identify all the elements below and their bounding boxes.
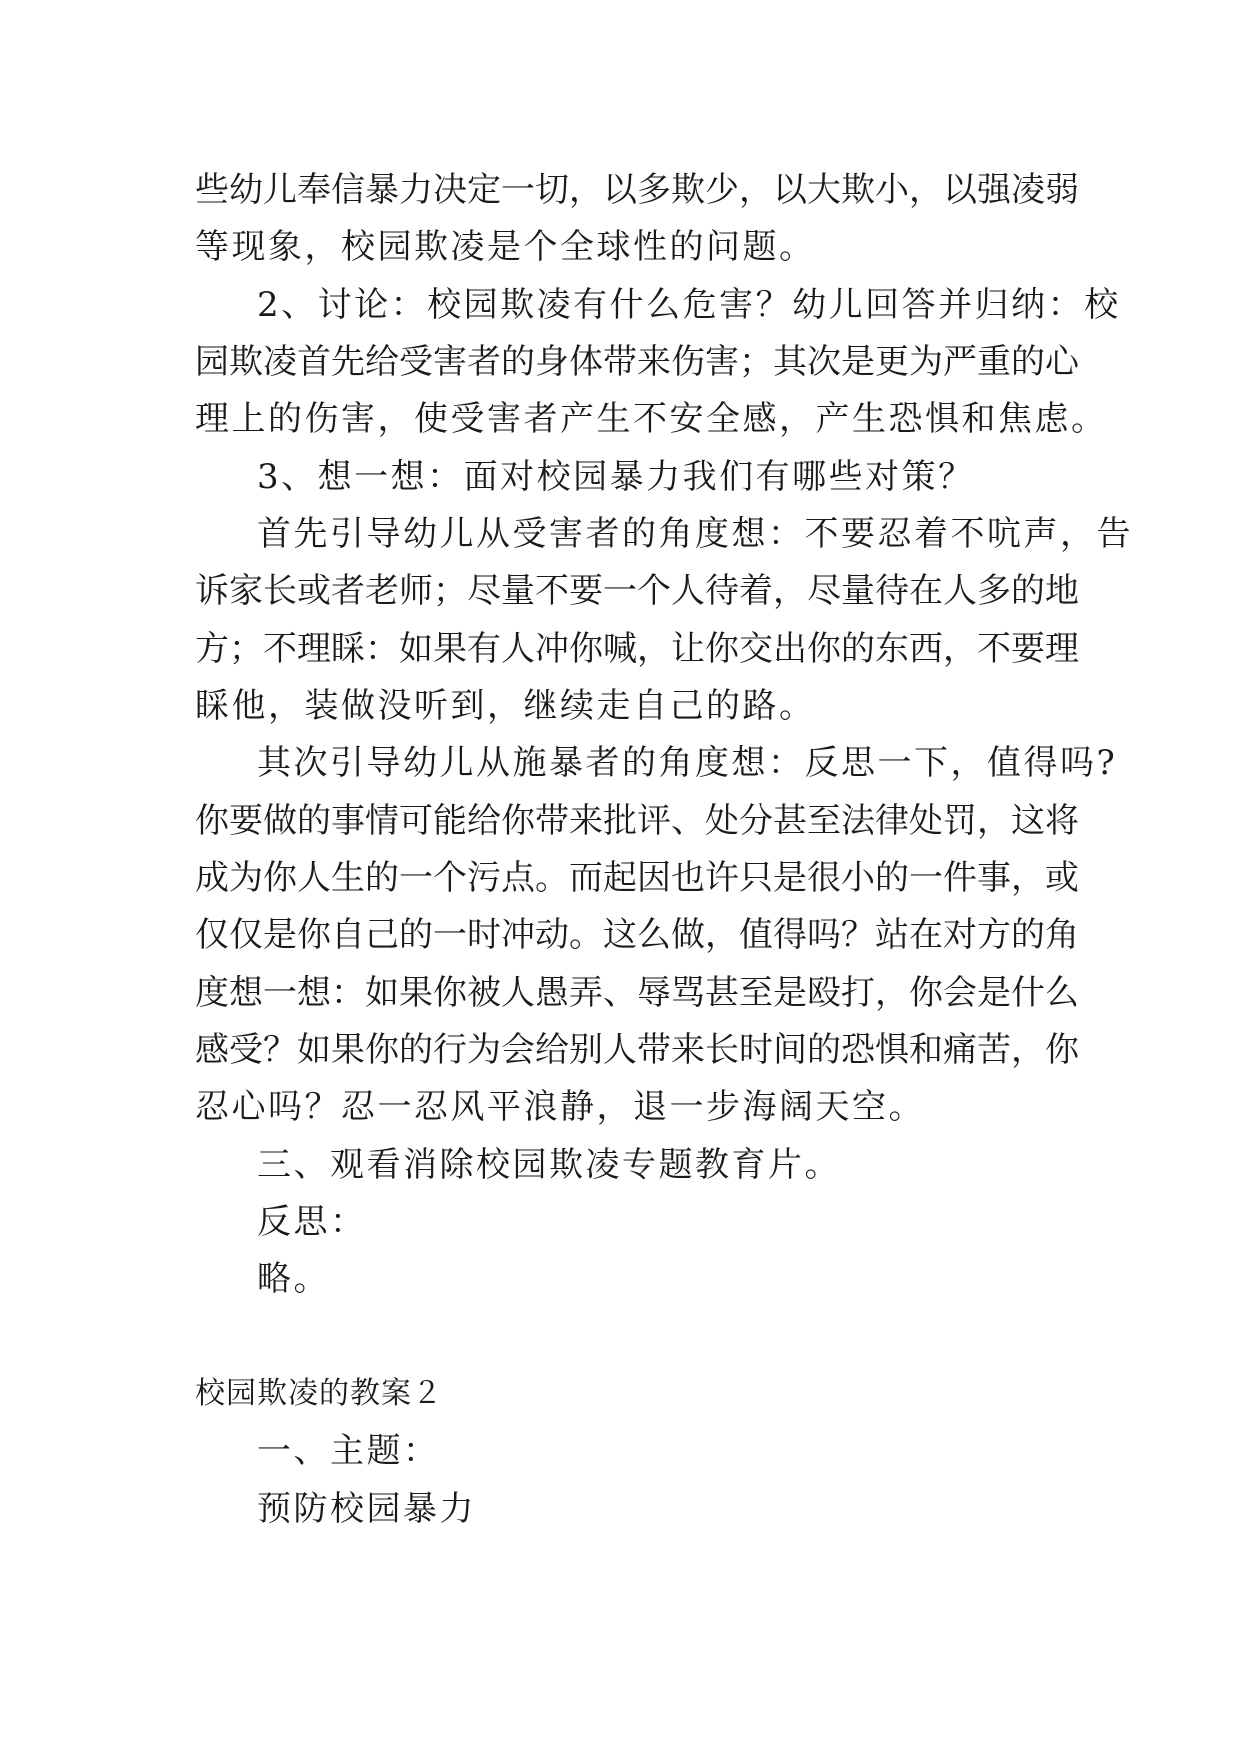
paragraph-line: 理上的伤害，使受害者产生不安全感，产生恐惧和焦虑。 [195,399,1108,439]
paragraph-line: 你要做的事情可能给你带来批评、处分甚至法律处罚，这将 [195,801,1079,841]
paragraph-line: 预防校园暴力 [257,1489,476,1529]
paragraph-line: 略。 [257,1259,330,1299]
paragraph-line: 首先引导幼儿从受害者的角度想：不要忍着不吭声，告 [257,514,1133,554]
section-title: 校园欺凌的教案２ [195,1376,443,1411]
paragraph-line: 方；不理睬：如果有人冲你喊，让你交出你的东西，不要理 [195,629,1079,669]
paragraph-line: 度想一想：如果你被人愚弄、辱骂甚至是殴打，你会是什么 [195,973,1079,1013]
paragraph-line: 2、讨论：校园欺凌有什么危害？幼儿回答并归纳：校 [257,285,1121,325]
paragraph-line: 些幼儿奉信暴力决定一切，以多欺少，以大欺小，以强凌弱 [195,170,1079,210]
paragraph-line: 三、观看消除校园欺凌专题教育片。 [257,1145,841,1185]
paragraph-line: 反思： [257,1202,367,1242]
paragraph-line: 3、想一想：面对校园暴力我们有哪些对策？ [257,457,975,497]
paragraph-line: 仅仅是你自己的一时冲动。这么做，值得吗？站在对方的角 [195,915,1079,955]
paragraph-line: 等现象，校园欺凌是个全球性的问题。 [195,227,816,267]
paragraph-line: 一、主题： [257,1431,440,1471]
paragraph-line: 诉家长或者老师；尽量不要一个人待着，尽量待在人多的地 [195,571,1079,611]
paragraph-line: 睬他，装做没听到，继续走自己的路。 [195,686,816,726]
paragraph-line: 园欺凌首先给受害者的身体带来伤害；其次是更为严重的心 [195,342,1079,382]
paragraph-line: 成为你人生的一个污点。而起因也许只是很小的一件事，或 [195,858,1079,898]
paragraph-line: 其次引导幼儿从施暴者的角度想：反思一下，值得吗? [257,743,1118,783]
paragraph-line: 感受？如果你的行为会给别人带来长时间的恐惧和痛苦，你 [195,1030,1079,1070]
paragraph-line: 忍心吗？忍一忍风平浪静，退一步海阔天空。 [195,1087,925,1127]
